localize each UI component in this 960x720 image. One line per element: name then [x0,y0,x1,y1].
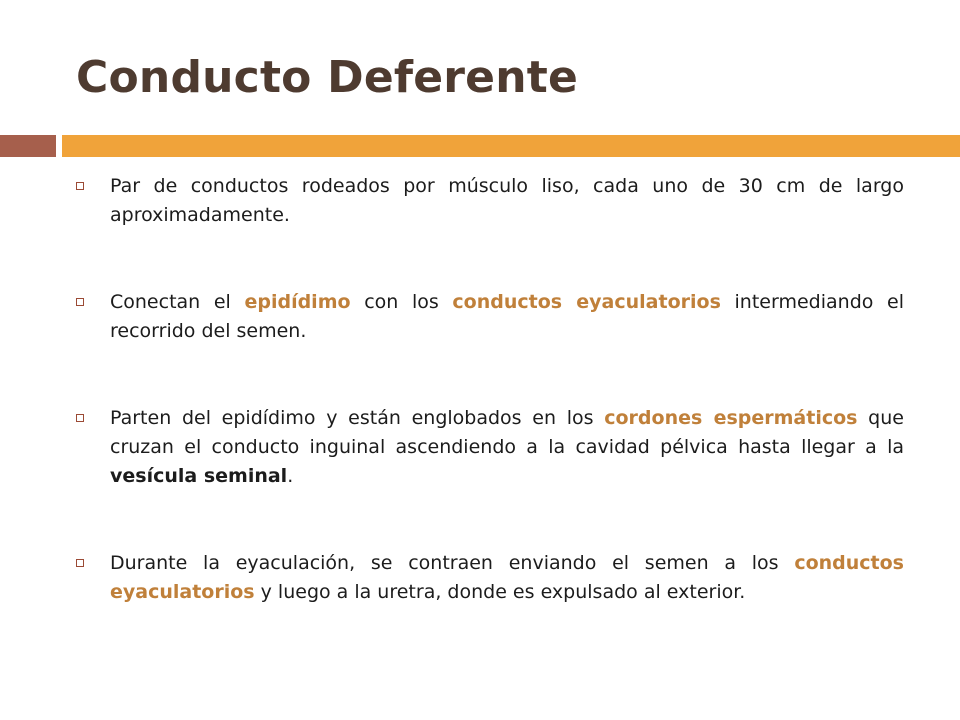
bold-term: vesícula seminal [110,465,288,487]
title-underline-accent-left [0,135,56,157]
bullet-text: Parten del epidídimo y están englobados en los [110,407,605,429]
bullet-text: . [287,465,294,487]
square-bullet-icon [76,559,84,567]
bullet-text: que cruzan el conducto inguinal ascendiendo a la cavidad pélvica hasta llegar a la [110,407,904,458]
title-underline-accent-right [62,135,960,157]
highlighted-term: epidídimo [244,291,351,313]
bullet-item [76,549,904,607]
bullet-text: con los [350,291,453,313]
highlighted-term: cordones espermáticos [604,407,858,429]
bullet-text: Par de conductos rodeados por músculo liso, cada uno de 30 cm de largo aproximadamente. [110,175,904,226]
square-bullet-icon [76,182,84,190]
slide-title: Conducto Deferente [76,52,579,103]
square-bullet-icon [76,414,84,422]
bullet-text: Durante la eyaculación, se contraen enviando el semen a los [110,552,795,574]
bullet-item [76,404,904,491]
highlighted-term: conductos eyaculatorios [110,552,904,603]
bullet-item [76,288,904,346]
bullet-text: Conectan el [110,291,245,313]
highlighted-term: conductos eyaculatorios [452,291,721,313]
bullet-text: y luego a la uretra, donde es expulsado al exterior. [254,581,746,603]
bullet-item [76,172,904,230]
bullet-list [76,172,904,607]
bullet-text: intermediando el recorrido del semen. [110,291,904,342]
square-bullet-icon [76,298,84,306]
